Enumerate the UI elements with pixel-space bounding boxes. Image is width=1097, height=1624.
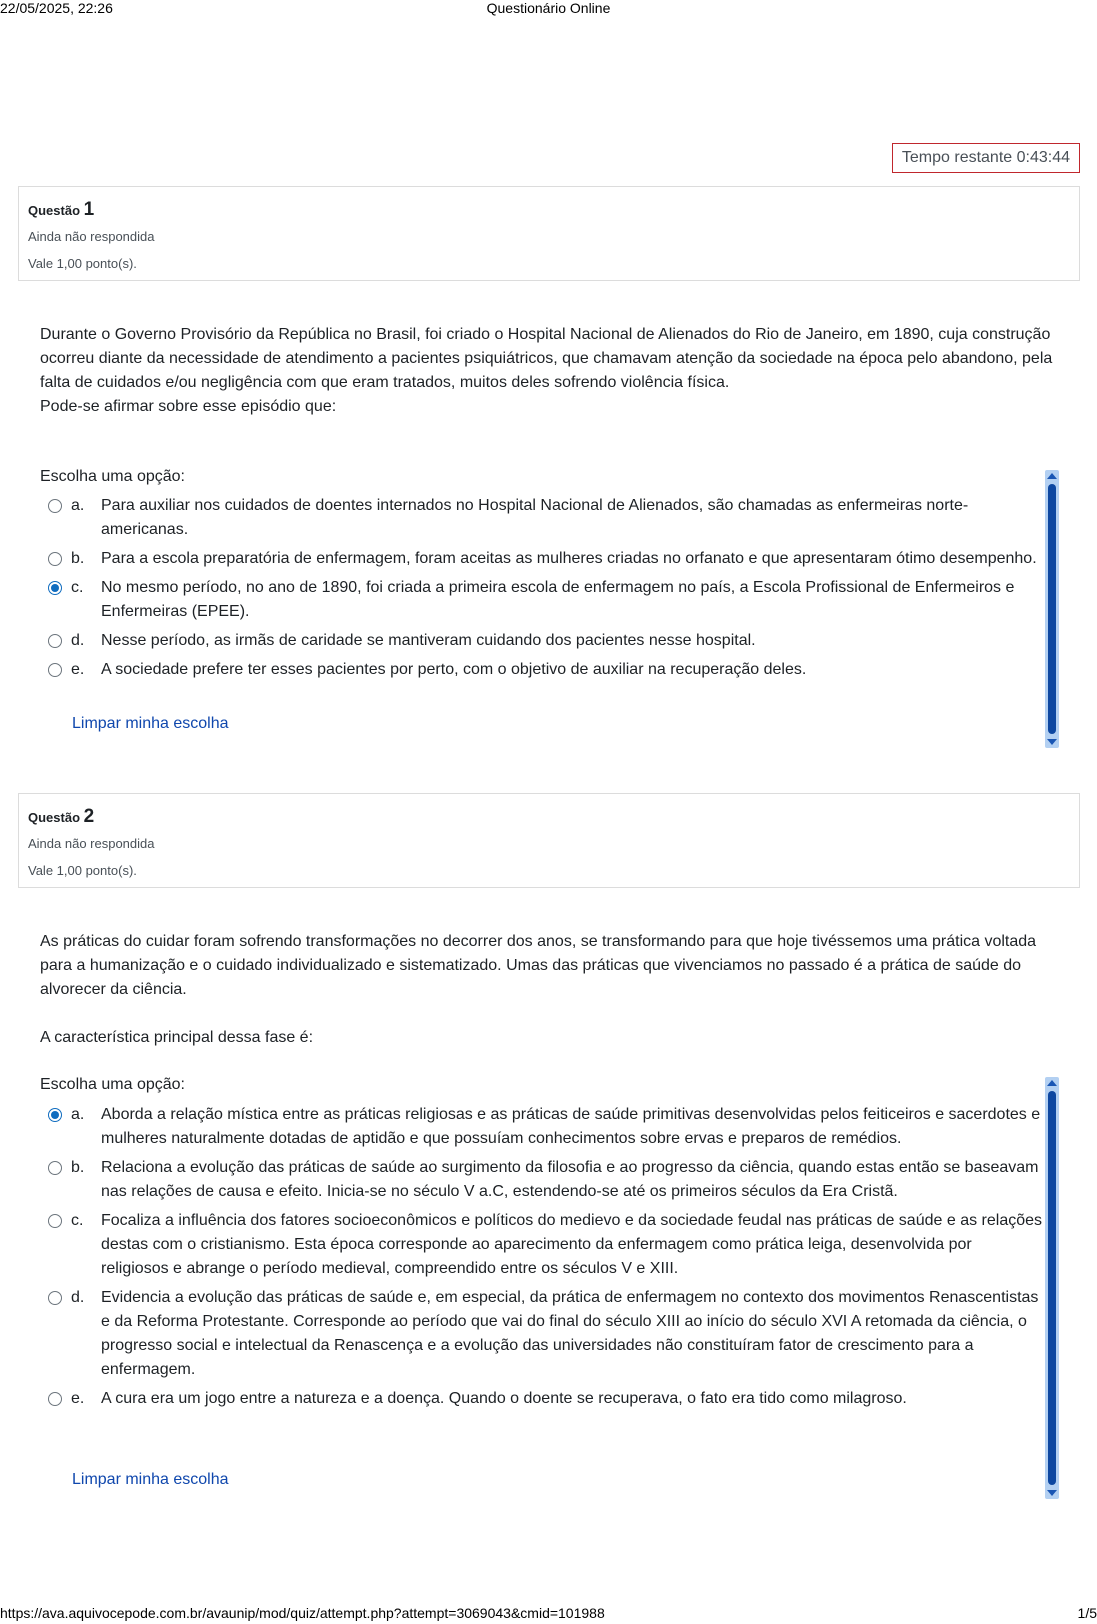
radio-button-checked[interactable] bbox=[48, 1108, 62, 1122]
choose-option-prompt: Escolha uma opção: bbox=[40, 468, 185, 485]
answer-option-a[interactable] bbox=[48, 1103, 1043, 1151]
print-page-title: Questionário Online bbox=[486, 0, 611, 16]
option-text: Aborda a relação mística entre as práticas religiosas e as práticas de saúde primitivas desenvolvidas pelos feiticeiros e sacerdotes e mulheres naturalmente dotadas de aptidão e que possuíam conhecimentos sobre ervas e preparos de remédios. bbox=[101, 1106, 1041, 1147]
print-header bbox=[0, 0, 1097, 16]
radio-button[interactable] bbox=[48, 663, 62, 677]
option-letter: d. bbox=[71, 1289, 85, 1306]
scroll-up-icon[interactable] bbox=[1047, 1080, 1057, 1086]
option-text: Para auxiliar nos cuidados de doentes internados no Hospital Nacional de Alienados, são chamadas as enfermeiras norte-americanas. bbox=[101, 497, 969, 538]
scroll-down-icon[interactable] bbox=[1047, 739, 1057, 745]
question-paragraph: A característica principal dessa fase é: bbox=[40, 1029, 314, 1046]
question-grade: Vale 1,00 ponto(s). bbox=[28, 863, 137, 878]
option-text: A sociedade prefere ter esses pacientes por perto, com o objetivo de auxiliar na recuperação deles. bbox=[101, 661, 807, 678]
question-number-value: 1 bbox=[83, 199, 95, 220]
question-paragraph: Pode-se afirmar sobre esse episódio que: bbox=[40, 398, 337, 415]
option-text: No mesmo período, no ano de 1890, foi criada a primeira escola de enfermagem no país, a Escola Profissional de Enfermeiros e Enfermeiras (EPEE). bbox=[101, 579, 1015, 620]
answer-option-c[interactable] bbox=[48, 1209, 1043, 1281]
option-letter: c. bbox=[71, 579, 84, 596]
option-letter: b. bbox=[71, 1159, 85, 1176]
question-info-1 bbox=[18, 186, 1080, 281]
question-label: Questão bbox=[28, 203, 81, 218]
question-number-value: 2 bbox=[83, 806, 95, 827]
question-text-2 bbox=[40, 930, 1060, 1050]
choose-option-prompt: Escolha uma opção: bbox=[40, 1076, 185, 1093]
question-text-1 bbox=[40, 323, 1060, 419]
answers-scrollbar[interactable] bbox=[1045, 1077, 1059, 1499]
page-number: 1/5 bbox=[1077, 1605, 1097, 1621]
clear-choice-link[interactable]: Limpar minha escolha bbox=[72, 715, 229, 732]
option-text: Relaciona a evolução das práticas de saúde ao surgimento da filosofia e ao progresso da ciência, quando estas então se baseavam nas relações de causa e efeito. Inicia-se no século V a.C, estendendo-se até os primeiros séculos da Era Cristã. bbox=[101, 1159, 1039, 1200]
clear-choice-link[interactable]: Limpar minha escolha bbox=[72, 1471, 229, 1488]
question-paragraph: As práticas do cuidar foram sofrendo transformações no decorrer dos anos, se transformando para que hoje tivéssemos uma prática voltada para a humanização e o cuidado individualizado e sistematizado. Umas das práticas que vivenciamos no passado é a prática de saúde do alvorecer da ciência. bbox=[40, 933, 1037, 998]
question-info-2 bbox=[18, 793, 1080, 888]
scrollbar-thumb[interactable] bbox=[1048, 1091, 1056, 1485]
answer-list-2 bbox=[48, 1103, 1043, 1416]
answer-option-b[interactable] bbox=[48, 547, 1043, 571]
option-letter: b. bbox=[71, 550, 85, 567]
question-state: Ainda não respondida bbox=[28, 836, 155, 851]
question-number-1 bbox=[28, 199, 1070, 221]
radio-button[interactable] bbox=[48, 1291, 62, 1305]
option-letter: a. bbox=[71, 497, 85, 514]
option-text: Focaliza a influência dos fatores socioeconômicos e políticos do medievo e da sociedade feudal nas práticas de saúde e as relações destas com o cristianismo. Esta época corresponde ao aparecimento da enfermagem como prática leiga, desenvolvida por religiosos e abrange o período medieval, compreendido entre os séculos V e XIII. bbox=[101, 1212, 1043, 1277]
answer-option-c[interactable] bbox=[48, 576, 1043, 624]
answer-option-e[interactable] bbox=[48, 1387, 1043, 1411]
question-number-2 bbox=[28, 806, 1070, 828]
option-text: Para a escola preparatória de enfermagem, foram aceitas as mulheres criadas no orfanato e que apresentaram ótimo desempenho. bbox=[101, 550, 1037, 567]
option-letter: e. bbox=[71, 661, 85, 678]
answer-option-b[interactable] bbox=[48, 1156, 1043, 1204]
answers-scrollbar[interactable] bbox=[1045, 470, 1059, 748]
question-grade: Vale 1,00 ponto(s). bbox=[28, 256, 137, 271]
scrollbar-thumb[interactable] bbox=[1048, 484, 1056, 734]
answer-option-e[interactable] bbox=[48, 658, 1043, 682]
question-paragraph: Durante o Governo Provisório da República no Brasil, foi criado o Hospital Nacional de Alienados do Rio de Janeiro, em 1890, cuja construção ocorreu diante da necessidade de atendimento a pacientes psiquiátricos, que chamavam atenção da sociedade na época pelo abandono, pela falta de cuidados e/ou negligência com que eram tratados, muitos deles sofrendo violência física. bbox=[40, 326, 1053, 391]
radio-button-checked[interactable] bbox=[48, 581, 62, 595]
option-letter: d. bbox=[71, 632, 85, 649]
option-text: Nesse período, as irmãs de caridade se mantiveram cuidando dos pacientes nesse hospital. bbox=[101, 632, 756, 649]
question-state: Ainda não respondida bbox=[28, 229, 155, 244]
page-url: https://ava.aquivocepode.com.br/avaunip/mod/quiz/attempt.php?attempt=3069043&cmid=101988 bbox=[0, 1605, 605, 1621]
answer-list-1 bbox=[48, 494, 1043, 687]
radio-button[interactable] bbox=[48, 1392, 62, 1406]
radio-button[interactable] bbox=[48, 552, 62, 566]
option-letter: c. bbox=[71, 1212, 84, 1229]
scroll-down-icon[interactable] bbox=[1047, 1490, 1057, 1496]
option-letter: e. bbox=[71, 1390, 85, 1407]
option-text: A cura era um jogo entre a natureza e a doença. Quando o doente se recuperava, o fato era tido como milagroso. bbox=[101, 1390, 907, 1407]
answer-option-a[interactable] bbox=[48, 494, 1043, 542]
option-text: Evidencia a evolução das práticas de saúde e, em especial, da prática de enfermagem no contexto dos movimentos Renascentistas e da Reforma Protestante. Corresponde ao período que vai do final do século XIII ao início do século XVI A retomada da ciência, o progresso social e intelectual da Renascença e a evolução das universidades não constituíram fator de crescimento para a enfermagem. bbox=[101, 1289, 1039, 1378]
radio-button[interactable] bbox=[48, 634, 62, 648]
scroll-up-icon[interactable] bbox=[1047, 473, 1057, 479]
answer-option-d[interactable] bbox=[48, 629, 1043, 653]
print-footer bbox=[0, 1605, 1097, 1623]
radio-button[interactable] bbox=[48, 499, 62, 513]
option-letter: a. bbox=[71, 1106, 85, 1123]
print-datetime: 22/05/2025, 22:26 bbox=[0, 0, 113, 16]
question-label: Questão bbox=[28, 810, 81, 825]
answer-option-d[interactable] bbox=[48, 1286, 1043, 1382]
radio-button[interactable] bbox=[48, 1214, 62, 1228]
quiz-timer: Tempo restante 0:43:44 bbox=[892, 143, 1080, 173]
radio-button[interactable] bbox=[48, 1161, 62, 1175]
